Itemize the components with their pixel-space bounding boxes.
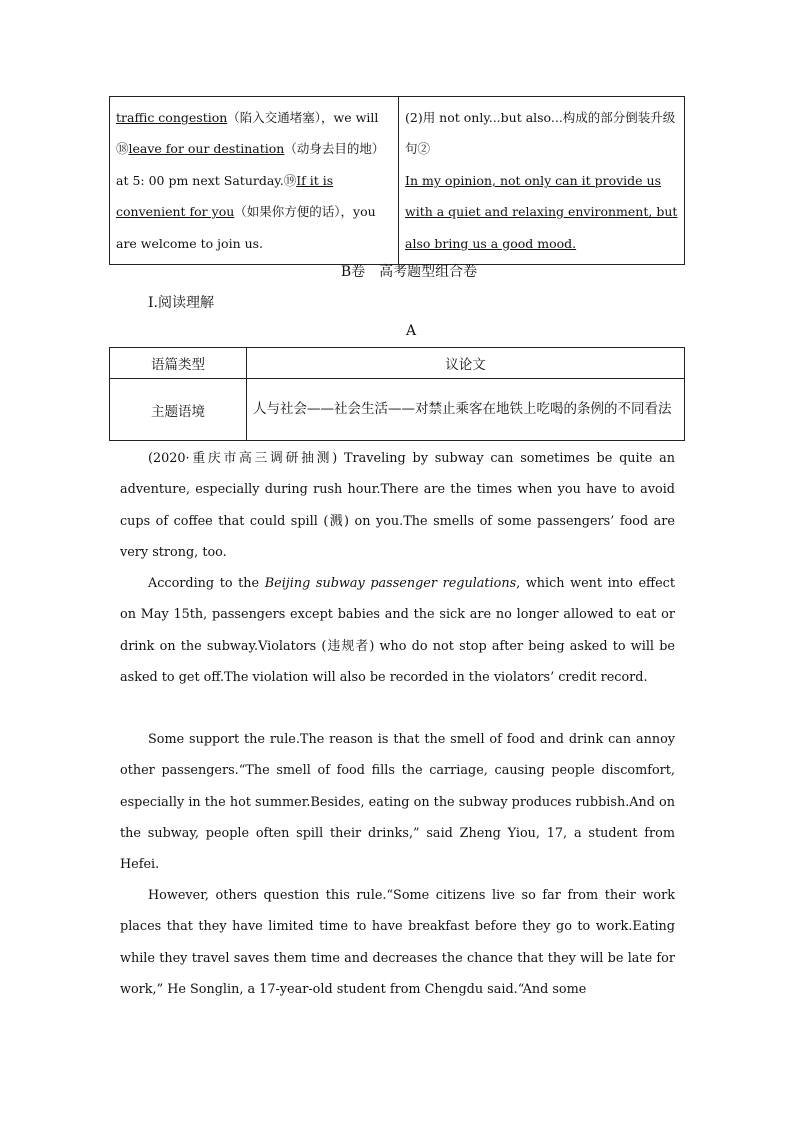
answer-table [109,96,685,265]
paragraph-1: (2020·重庆市高三调研抽测) Traveling by subway can sometimes be quite an adventure, especially during rush hour.There are the times when you have to avoid cups of coffee that could spill (溅) on you.The smells of some passengers’ food are very strong, too. [120,451,675,560]
part-title: Ⅰ.阅读理解 [148,295,214,311]
phrase-traffic-congestion: traffic congestion [116,110,228,125]
passage-label: A [405,323,417,339]
answer-table-right-cell [399,97,685,265]
answer-table-left-cell [110,97,399,265]
phrase-if-convenient: If it is convenient for you [116,172,334,220]
circled-number-18: ⑱ [116,141,129,157]
text-segment: （如果你方便的话），you are welcome to join us. [116,204,376,251]
genre-value: 议论文 [247,348,685,379]
section-title: B卷 高考题型组合卷 [340,264,478,280]
regulations-title: Beijing subway passenger regulations [264,576,517,591]
upgraded-sentence: In my opinion, not only can it provide us with a quiet and relaxing environment, but also bring us a good mood. [405,172,678,251]
passage-info-table [109,347,685,441]
circled-number-19: ⑲ [283,172,297,188]
theme-value: 人与社会——社会生活——对禁止乘客在地铁上吃喝的条例的不同看法 [247,379,685,441]
phrase-leave-for-destination: leave for our destination [128,141,285,157]
paragraph-3: Some support the rule.The reason is that the smell of food and drink can annoy other passengers.“The smell of food fills the carriage, causing people discomfort, especially in the hot summer.Besides, eating on the subway produces rubbish.And on the subway, people often spill their drinks,” said Zheng Yiou, 17, a student from Hefei. [120,732,675,873]
text-segment: （陷入交通堵塞），we will [227,110,379,125]
genre-label: 语篇类型 [110,348,247,379]
text-segment: （动身去目的地）at 5: 00 pm next Saturday. [116,141,385,188]
paragraph-2-start: According to the [148,576,265,591]
theme-label: 主题语境 [110,379,247,441]
paragraph-2 [120,568,675,693]
paragraph-2-rest: , which went into effect on May 15th, passengers except babies and the sick are no longer allowed to eat or drink on the subway.Violators (违规者) who do not stop after being asked to will be asked to get off.The violation will also be recorded in the violators’ credit record. [120,576,675,685]
paragraph-4: However, others question this rule.“Some citizens live so far from their work places that they have limited time to have breakfast before they go to work.Eating while they travel saves them time and decreases the chance that they will be late for work,” He Songlin, a 17-year-old student from Chengdu said.“And some [120,888,675,997]
upgrade-instruction: (2)用 not only...but also...构成的部分倒装升级句② [405,110,676,157]
